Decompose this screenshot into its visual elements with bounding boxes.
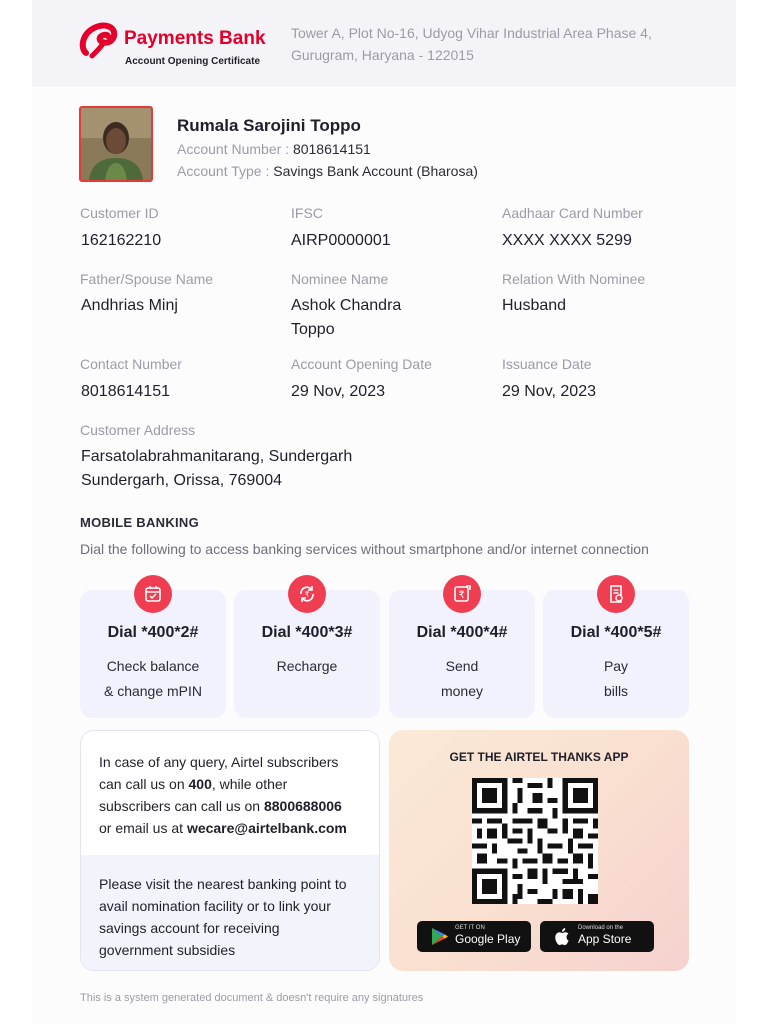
svg-text:₹: ₹ bbox=[304, 590, 310, 599]
dial-description-line2: money bbox=[440, 683, 484, 699]
nomination-info-section bbox=[81, 855, 379, 971]
customer-address-line1: Farsatolabrahmanitarang, Sundergarh bbox=[81, 448, 353, 465]
contact-value: 8018614151 bbox=[81, 383, 170, 400]
account-type-label: Account Type : bbox=[177, 163, 270, 179]
support-line3 bbox=[99, 795, 365, 817]
nominee-value bbox=[291, 294, 401, 342]
nomination-line3: savings account for receiving bbox=[99, 920, 280, 936]
bill-icon bbox=[597, 575, 635, 613]
mobile-banking-description: Dial the following to access banking services without smartphone and/or internet connection bbox=[80, 541, 649, 557]
google-play-button[interactable] bbox=[417, 921, 531, 952]
customer-support-box bbox=[80, 730, 380, 971]
dial-description-line1: Recharge bbox=[276, 658, 338, 674]
support-line1: In case of any query, Airtel subscribers bbox=[99, 754, 339, 770]
dial-code: Dial *400*2# bbox=[107, 624, 199, 641]
nomination-line1: Please visit the nearest banking point to bbox=[99, 876, 347, 892]
support-contact-text bbox=[99, 751, 365, 839]
bank-address-line1: Tower A, Plot No-16, Udyog Vihar Industrial Area Phase 4, bbox=[291, 25, 652, 41]
portrait-image bbox=[81, 108, 151, 180]
relation-label: Relation With Nominee bbox=[502, 271, 646, 287]
dial-description-line2: bills bbox=[603, 683, 629, 699]
opening-date-value: 29 Nov, 2023 bbox=[291, 383, 385, 400]
app-download-box bbox=[389, 730, 689, 971]
app-store-caption: Download on the bbox=[578, 925, 624, 931]
support-contact-section bbox=[81, 731, 379, 855]
support-email[interactable]: wecare@airtelbank.com bbox=[186, 820, 347, 836]
svg-text:₹: ₹ bbox=[458, 590, 465, 601]
calendar-check-icon bbox=[134, 575, 172, 613]
dial-description bbox=[244, 654, 370, 679]
aadhaar-label: Aadhaar Card Number bbox=[502, 205, 643, 221]
nomination-line2: avail nomination facility or to link your bbox=[99, 898, 331, 914]
bank-address bbox=[291, 22, 691, 66]
customer-photo bbox=[79, 106, 153, 182]
aadhaar-value: XXXX XXXX 5299 bbox=[502, 232, 632, 249]
nomination-line4: government subsidies bbox=[99, 942, 236, 958]
dial-description-line1: Check balance bbox=[106, 658, 200, 674]
ifsc-label: IFSC bbox=[291, 205, 323, 221]
nomination-info-text bbox=[99, 873, 365, 961]
apple-icon bbox=[554, 927, 572, 946]
dial-description-line1: Pay bbox=[603, 658, 629, 674]
google-play-icon bbox=[431, 927, 449, 946]
dial-description-line2: & change mPIN bbox=[103, 683, 203, 699]
brand-name: Payments Bank bbox=[124, 28, 266, 49]
other-helpline-number: 8800688006 bbox=[263, 798, 342, 814]
relation-value: Husband bbox=[502, 297, 567, 314]
brand-logo bbox=[78, 20, 278, 72]
customer-address-line2: Sundergarh, Orissa, 769004 bbox=[81, 472, 283, 489]
opening-date-label: Account Opening Date bbox=[291, 356, 432, 372]
account-number-row bbox=[177, 141, 371, 157]
bank-address-line2: Gurugram, Haryana - 122015 bbox=[291, 47, 474, 63]
issuance-date-label: Issuance Date bbox=[502, 356, 592, 372]
ifsc-value: AIRP0000001 bbox=[291, 232, 391, 249]
customer-id-value: 162162210 bbox=[81, 232, 162, 249]
nominee-label: Nominee Name bbox=[291, 271, 389, 287]
dial-description-line1: Send bbox=[445, 658, 479, 674]
certificate-subtitle: Account Opening Certificate bbox=[125, 56, 261, 67]
dial-description bbox=[90, 654, 216, 704]
airtel-helpline-number: 400 bbox=[188, 776, 212, 792]
support-text: subscribers can call us on bbox=[99, 798, 264, 814]
nominee-value-line1: Ashok Chandra bbox=[291, 297, 402, 314]
airtel-logo-icon bbox=[78, 20, 120, 62]
rupee-send-icon bbox=[443, 575, 481, 613]
support-line4 bbox=[99, 817, 365, 839]
father-spouse-value: Andhrias Minj bbox=[81, 297, 178, 314]
nominee-value-line2: Toppo bbox=[291, 321, 335, 338]
customer-id-label: Customer ID bbox=[80, 205, 159, 221]
support-text: can call us on bbox=[99, 776, 189, 792]
dial-code: Dial *400*3# bbox=[261, 624, 353, 641]
account-type-row bbox=[177, 163, 478, 179]
account-number-value: 8018614151 bbox=[292, 141, 371, 157]
app-download-title: GET THE AIRTEL THANKS APP bbox=[449, 750, 629, 764]
account-type-value: Savings Bank Account (Bharosa) bbox=[273, 163, 478, 179]
app-store-label: App Store bbox=[578, 932, 632, 946]
customer-name: Rumala Sarojini Toppo bbox=[177, 116, 361, 135]
footer-disclaimer: This is a system generated document & doesn't require any signatures bbox=[80, 992, 424, 1004]
dial-description bbox=[553, 654, 679, 704]
support-text: or email us at bbox=[99, 820, 187, 836]
support-line2 bbox=[99, 773, 365, 795]
father-spouse-label: Father/Spouse Name bbox=[80, 271, 214, 287]
qr-code-icon[interactable] bbox=[472, 778, 598, 904]
app-store-button[interactable] bbox=[540, 921, 654, 952]
issuance-date-value: 29 Nov, 2023 bbox=[502, 383, 596, 400]
dial-code: Dial *400*4# bbox=[416, 624, 508, 641]
dial-description bbox=[399, 654, 525, 704]
account-number-label: Account Number : bbox=[177, 141, 290, 157]
dial-code: Dial *400*5# bbox=[570, 624, 662, 641]
customer-address-label: Customer Address bbox=[80, 422, 196, 438]
mobile-banking-title: MOBILE BANKING bbox=[80, 515, 200, 530]
contact-label: Contact Number bbox=[80, 356, 182, 372]
google-play-label: Google Play bbox=[455, 932, 521, 946]
support-text: , while other bbox=[211, 776, 288, 792]
refresh-icon bbox=[288, 575, 326, 613]
customer-address-value bbox=[81, 445, 352, 493]
google-play-caption: GET IT ON bbox=[455, 925, 485, 931]
